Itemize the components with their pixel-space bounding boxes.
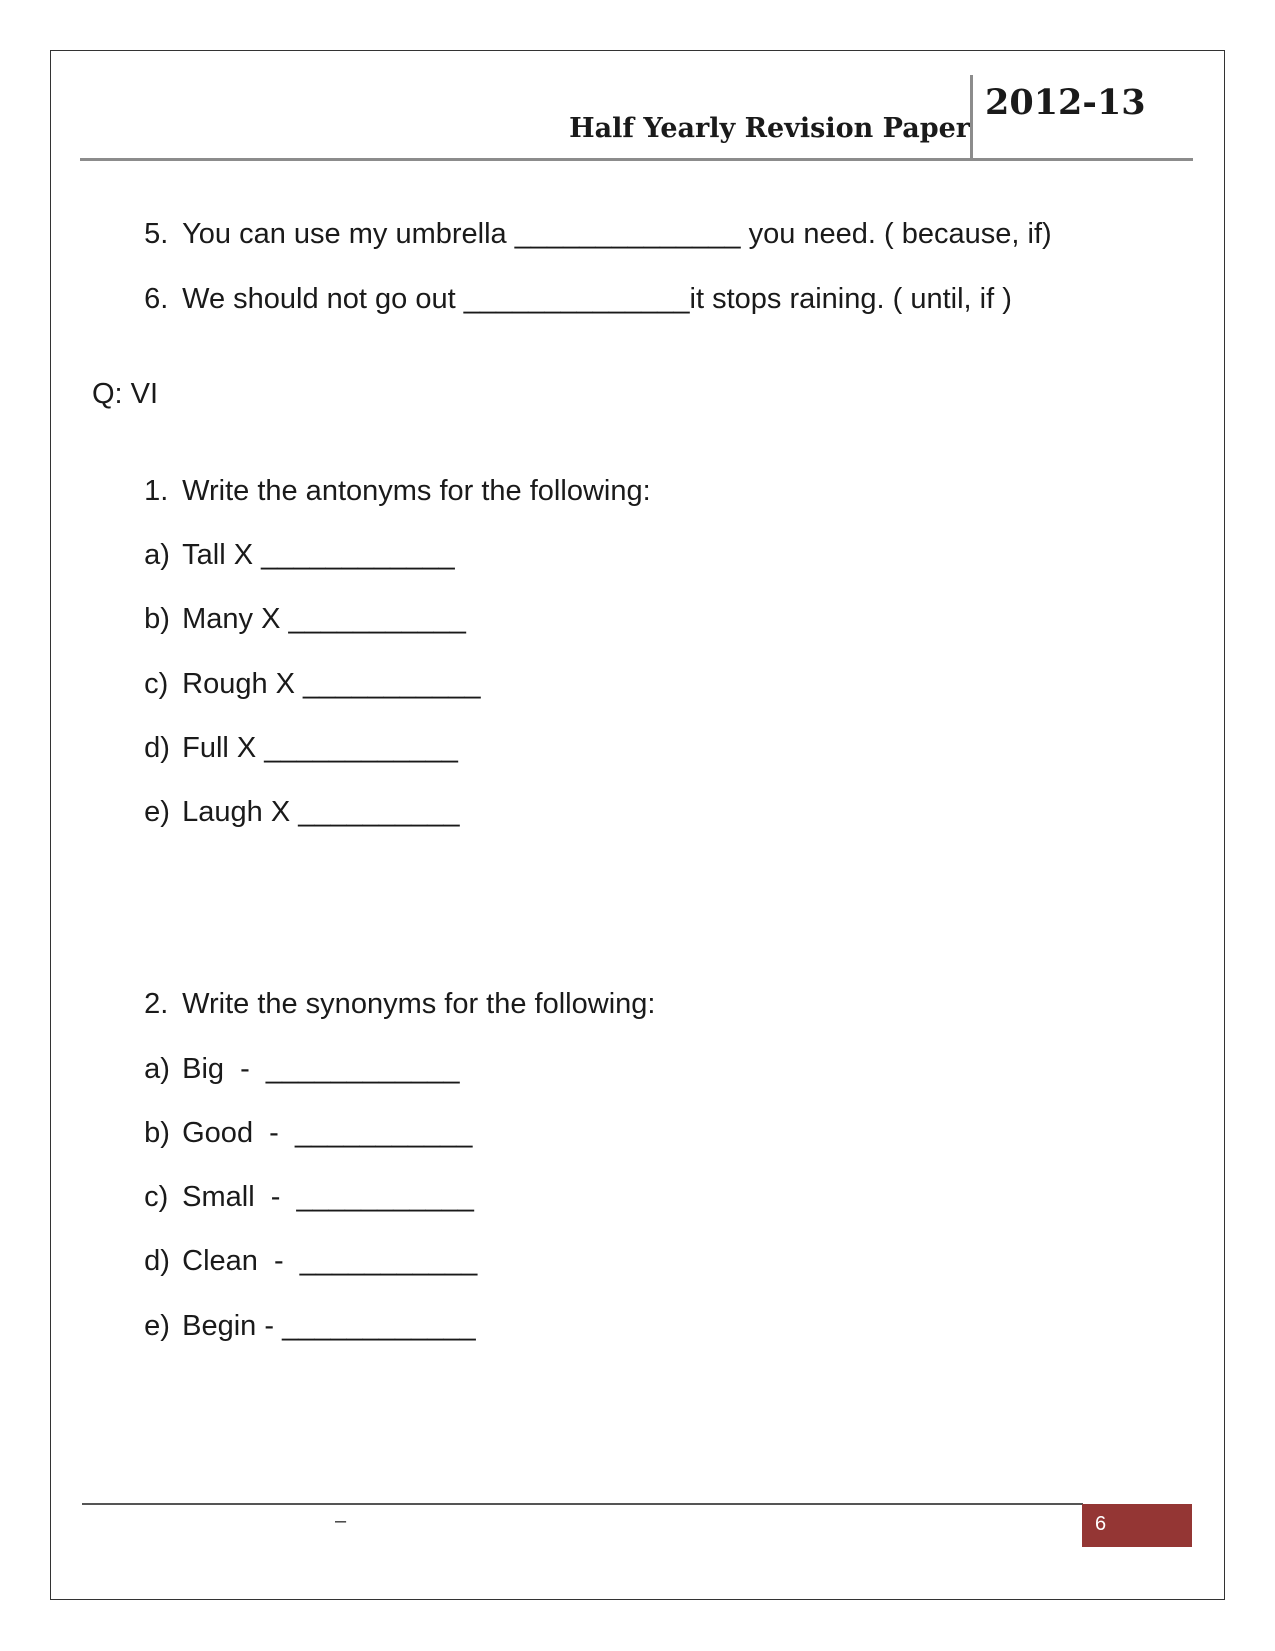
item-text: Laugh X __________ [182, 796, 460, 828]
list-item [128, 250, 1012, 316]
page-number-text: 6 [1095, 1513, 1107, 1535]
synonym-item [128, 1084, 472, 1150]
item-text: Good - ___________ [182, 1117, 473, 1149]
item-letter: a) [144, 539, 170, 571]
list-item [128, 185, 1052, 251]
synonym-item [128, 1020, 459, 1086]
item-letter: d) [144, 1245, 170, 1277]
antonym-item [128, 699, 458, 765]
item-text: Small - ___________ [182, 1181, 474, 1213]
item-text: You can use my umbrella ______________ you need. ( because, if) [182, 218, 1052, 250]
antonym-item [128, 635, 480, 701]
antonym-item [128, 506, 455, 572]
item-text: Many X ___________ [182, 603, 466, 635]
item-letter: a) [144, 1053, 170, 1085]
item-text: Rough X ___________ [182, 668, 481, 700]
item-number: 5. [144, 218, 169, 250]
item-number: 1. [144, 475, 169, 507]
page-number [1082, 1504, 1192, 1547]
item-text: Big - ____________ [182, 1053, 460, 1085]
footer-dash: – [335, 1510, 347, 1532]
antonym-item [128, 763, 460, 829]
question-label: Q: VI [92, 378, 159, 410]
antonym-item [128, 570, 466, 636]
item-letter: d) [144, 732, 170, 764]
item-text: Clean - ___________ [182, 1245, 478, 1277]
header-title: Half Yearly Revision Paper [569, 113, 970, 144]
item-letter: e) [144, 1310, 170, 1342]
header-year: 2012-13 [985, 82, 1146, 123]
item-number: 2. [144, 988, 169, 1020]
instruction-text: Write the antonyms for the following: [182, 475, 651, 507]
header-divider [970, 75, 973, 160]
synonym-item [128, 1212, 477, 1278]
item-letter: c) [144, 668, 169, 700]
antonyms-instruction [128, 442, 651, 508]
item-text: Full X ____________ [182, 732, 458, 764]
item-letter: e) [144, 796, 170, 828]
item-letter: b) [144, 603, 170, 635]
item-text: We should not go out ______________it stops raining. ( until, if ) [182, 283, 1012, 315]
synonym-item [128, 1277, 476, 1343]
instruction-text: Write the synonyms for the following: [182, 988, 656, 1020]
item-letter: b) [144, 1117, 170, 1149]
item-letter: c) [144, 1181, 169, 1213]
item-number: 6. [144, 283, 169, 315]
item-text: Begin - ____________ [182, 1310, 476, 1342]
synonyms-instruction [128, 955, 655, 1021]
header-rule [80, 158, 1193, 161]
item-text: Tall X ____________ [182, 539, 455, 571]
footer-rule [82, 1503, 1083, 1505]
synonym-item [128, 1148, 474, 1214]
